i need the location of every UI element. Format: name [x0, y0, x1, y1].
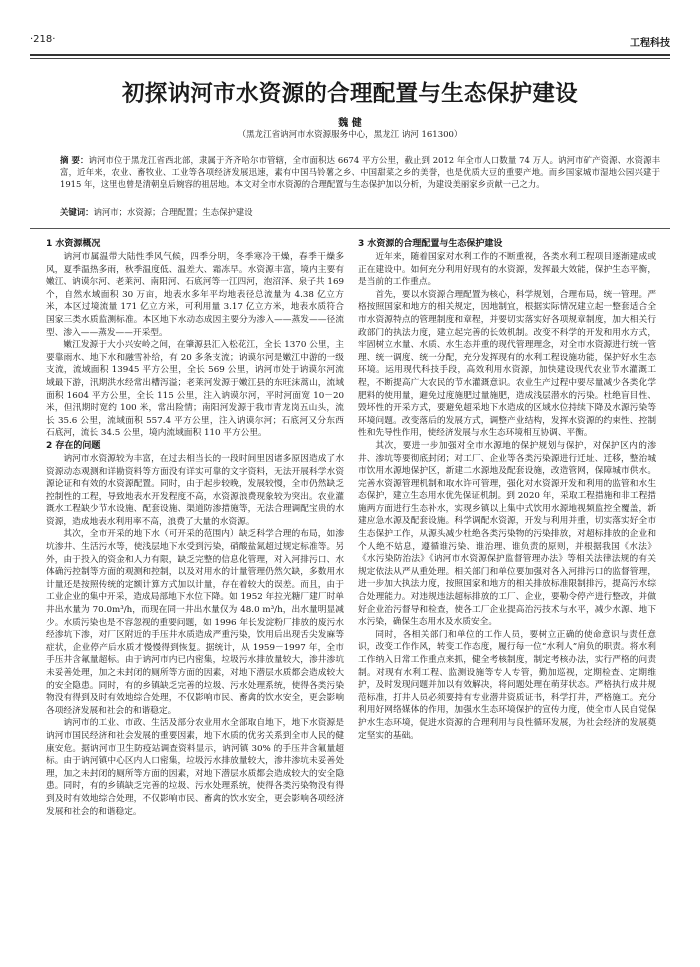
- section-heading: 3 水资源的合理配置与生态保护建设: [358, 239, 503, 249]
- abstract-rule: [30, 228, 670, 229]
- journal-name: 工程科技: [630, 38, 670, 49]
- left-column: [46, 238, 344, 818]
- paragraph: 讷河市的工业、市政、生活及部分农业用水全部取自地下，地下水资源是讷河市国民经济和社会发展的重要因素，地下水质的优劣关系到全市人民的健康安危。据讷河市卫生防疫站调查资料显示，讷河镇 30% 的手压井含氟量超标。由于讷河镇中心区内人口密集，垃圾污水排放量较大，渗井渗坑未妥善处理，加之未封闭的厕所等方面的因素，对地下潜层水质都会造成较大的安全隐患。同时，有的乡镇缺乏完善的垃圾、污水处理系统，使得各类污染物没有得到及时有效地综合处理，不仅影响市民、畜禽的饮水安全，更会影响各项经济发展和社会的和谐稳定。: [46, 718, 344, 817]
- author: 魏 健: [338, 118, 362, 129]
- paragraph: 其次，全市开采的地下水（可开采的范围内）缺乏科学合理的布局，如渗坑渗井、生活污水等，使浅层地下水受到污染，硝酸盐氮超过规定标准等。另外，由于投入的资金和人力有限，缺乏完整的信息化管理，对入河排污口、水体确污控制等方面的观测和控制，以及对用水的计量管理仍然欠缺，多数用水计量还是按照传统的定额计算方式加以计量，存在着较大的误差。而且，由于工业企业的集中开采，造成局部地下水位下降。如 1952 年拉光糖厂建厂时单井出水量为 70.0m³/h，而现在同一井出水量仅为 48.0 m³/h，出水量明显减少。水质污染也是不容忽视的重要问题，如 1996 年长发淀粉厂排放的废污水经渗坑下渗，对厂区附近的手压井水质造成严重污染，饮用后出现舌尖发麻等症状，企业停产后水质才慢慢得到恢复。据统计，从 1959－1997 年，全市手压井含氟量超标。由于讷河市内已内密集，垃圾污水排放量较大，渗井渗坑未妥善处理，加之未封闭的厕所等方面的因素，对地下潜层水质都会造成较大的安全隐患。同时，有的乡镇缺乏完善的垃圾、污水处理系统，使得各类污染物没有得到及时有效地综合处理，不仅影响市民、畜禽的饮水安全，更会影响各项经济发展和社会的和谐稳定。: [46, 529, 344, 716]
- paragraph: 同时，各相关部门和单位的工作人员，要树立正确的使命意识与责任意识，改变工作作风，转变工作态度，履行每一位“水利人”肩负的职责。将水利工作纳入日常工作重点来抓，健全考核制度，制定考核办法，实行严格的问责制。对现有水利工程、监测设施等专人专管，勤加巡视，定期检查、定期维护，及时发现问题并加以有效解决，将问题处理在萌芽状态。严格执行成井规范标准，打井人员必须要持有专业潜井资质证书，科学打井，严格施工。充分利用好网络媒体的作用，加强水生态环境保护的宣传力度，使全市人民自觉保护水生态环境，促进水资源的合理利用与良性循环发展，为社会经济的发展奠定坚实的基础。: [358, 629, 656, 741]
- abstract-text: 讷河市位于黑龙江省西北部，隶属于齐齐哈尔市管辖，全市面积达 6674 平方公里，截止到 2012 年全市人口数量 74 万人。讷河市矿产资源、水资源丰富，近年来，农业、畜牧业、工业等各项经济发展迅速，素有中国马铃薯之乡、中国甜菜之乡的美誉，也是优质大豆的重要产地。而乡国家城市湿地公园兴建于 1915 年，这里也曾是清朝皇后婉容的祖居地。本文对全市水资源的合理配置与生态保护加以分析，为建设美丽家乡贡献一己之力。: [60, 155, 660, 189]
- page-number: ·218·: [30, 34, 56, 45]
- section-heading: 1 水资源概况: [46, 239, 101, 249]
- right-column: [358, 238, 656, 742]
- paragraph: 讷河市属温带大陆性季风气候，四季分明，冬季寒冷干燥，春季干燥多风，夏季温热多雨，秋季温度低、温差大、霜冻早。水资源丰富，境内主要有嫩江、讷谟尔河、老莱河、南阳河、石底河等一江四河，泡沼泽、泉子共 169 个，自然水域面积 30 万亩，地表水多年平均地表径总流量为 4.38 亿立方米，本区过境流量 171 亿立方米，可利用量 3.17 亿立方米，地表水质符合国家三类水质监测标准。本区地下水动态成因主要分为渗入——蒸发——径流型、渗入——蒸发——开采型。: [46, 252, 344, 338]
- paragraph: 其次，要进一步加强对全市水源地的保护规划与保护，对保护区内的渗井、渗坑等要彻底封闭；对工厂、企业等各类污染源进行迁址、迁移，整治城市饮用水源地保护区，新建二水源地及配套设施，改造管网，保障城市供水。完善水资源管理机制和取水许可管理，强化对水资源开发和利用的监管和水生态保护，建立生态用水优先保证机制。到 2020 年，采取工程措施和非工程措施两方面进行生态补水，实现乡镇以上集中式饮用水源地视频监控全覆盖，新建应急水源及配套设施。科学调配水资源，开发与利用并重，切实落实好全市生态保护工作，从源头减少杜绝各类污染物的污染排放，对超标排放的企业和个人绝不姑息，遵循谁污染、谁治理、谁负责的原则，并根据我国《水法》《水污染防治法》《讷河市水资源保护监督管理办法》等相关法律法规的有关规定依法从严从重处理。相关部门和单位要加强对各入河排污口的监督管理，进一步加大执法力度，按照国家和地方的相关排放标准限制排污，提高污水综合处理能力。对违规违法超标排放的工厂、企业，要勒令停产进行整改，并做好企业治污督导和检查，使各工厂企业提高治污技术与水平，减少水源、地下水污染，确保生态用水及水质安全。: [358, 440, 656, 628]
- abstract-label: 摘 要：: [60, 155, 89, 165]
- running-header: [30, 34, 670, 52]
- keywords-label: 关键词：: [60, 207, 94, 217]
- header-rule: [30, 54, 670, 56]
- paragraph: 首先，要以水资源合理配置为核心，科学规划，合理布局，统一管理。严格按照国家和地方的相关规定，因地制宜，根据实际情况建立起一整套适合全市水资源特点的管理制度和章程，并要切实落实好各项规章制度，加大相关行政部门的执法力度，建立起完善的长效机制。改变不科学的开发和用水方式，牢固树立水量、水质、水生态并重的现代管理理念，对全市水资源进行统一管理、统一调度、统一分配，充分发挥现有的水利工程设施功能，保护好水生态环境。运用现代科技手段，高效利用水资源，加快建设现代农业节水灌溉工程，不断提高广大农民的节水灌溉意识。农业生产过程中要尽量减少各类化学肥料的使用量，避免过度施肥过量施肥，造成浅层潜水的污染。杜绝盲目性、毁坏性的开采方式，要避免超采地下水造成的区域水位持续下降及水源污染等环境问题。改变落后的发展方式，调整产业结构，发挥水资源的约束性、控制性和先导性作用，使经济发展与水生态环境相互协调、平衡。: [358, 289, 656, 439]
- abstract: [60, 154, 660, 190]
- article-title: 初探讷河市水资源的合理配置与生态保护建设: [121, 81, 578, 107]
- paragraph: 嫩江发源于大小兴安岭之间，在肇源县汇入松花江，全长 1370 公里，主要靠雨水、地下水和融雪补给，有 20 多条支流；讷谟尔河是嫩江中游的一级支流，流域面积 13945 平方公里，全长 569 公里，讷河市处于讷谟尔河流域最下游，汛期洪水经常出槽泻溢；老莱河发源于嫩江县的东旺沫蒿山，流域面积 1604 平方公里，全长 115 公里，注入讷谟尔河，平时河面宽 10－20 米，但汛期时宽约 100 米，常出险情；南阳河发源于我市青龙岗五山头，流长 35.6 公里，流域面积 557.4 平方公里，注入讷谟尔河；石底河又分东西石底河，流长 34.5 公里，境内流域面积 110 平方公里。: [46, 340, 344, 439]
- affiliation: （黑龙江省讷河市水资源服务中心，黑龙江 讷河 161300）: [237, 130, 463, 140]
- keywords-text: 讷河市；水资源；合理配置；生态保护建设: [93, 207, 253, 217]
- keywords: [60, 206, 660, 218]
- paragraph: 讷河市水资源较为丰富，在过去相当长的一段时间里因诸多原因造成了水资源动态观测和详勘资料等方面没有详实可靠的文字资料，无法开展科学水资源论证和有效的水资源配置。同时，由于起步较晚，发展较慢，全市仍然缺乏控制性的工程，导致地表水开发程度不高，水资源浪费现象较为突出。农业灌溉水工程缺少节水设施、配套设施、渠道防渗措施等，无法合理调配宝贵的水资源，造成地表水利用率不高，浪费了大量的水资源。: [46, 453, 344, 527]
- paragraph: 近年来，随着国家对水利工作的不断重视，各类水利工程项目逐渐建成或正在建设中。如何充分利用好现有的水资源，发挥最大效能，保护生态平衡，是当前的工作重点。: [358, 252, 656, 288]
- header-rule-thin: [30, 58, 670, 59]
- section-heading: 2 存在的问题: [46, 440, 101, 451]
